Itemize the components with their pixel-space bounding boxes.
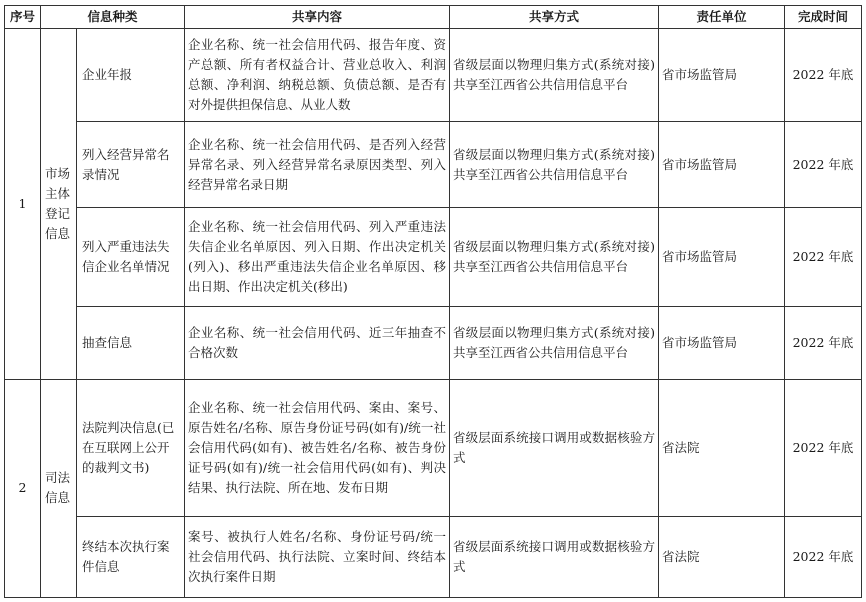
row-unit: 省法院 xyxy=(659,516,785,597)
row-method: 省级层面以物理归集方式(系统对接)共享至江西省公共信用信息平台 xyxy=(450,207,659,307)
header-no: 序号 xyxy=(5,6,41,29)
row-unit: 省市场监管局 xyxy=(659,29,785,122)
row-name: 终结本次执行案件信息 xyxy=(77,516,185,597)
row-method: 省级层面以物理归集方式(系统对接)共享至江西省公共信用信息平台 xyxy=(450,29,659,122)
row-deadline: 2022 年底 xyxy=(785,207,862,307)
row-name: 法院判决信息(已在互联网上公开的裁判文书) xyxy=(77,379,185,516)
header-method: 共享方式 xyxy=(450,6,659,29)
row-method: 省级层面以物理归集方式(系统对接)共享至江西省公共信用信息平台 xyxy=(450,122,659,207)
row-content: 企业名称、统一社会信用代码、是否列入经营异常名录、列入经营异常名录原因类型、列入经营异常名录日期 xyxy=(185,122,450,207)
header-unit: 责任单位 xyxy=(659,6,785,29)
table-row xyxy=(5,379,862,516)
row-method: 省级层面系统接口调用或数据核验方式 xyxy=(450,516,659,597)
row-method: 省级层面以物理归集方式(系统对接)共享至江西省公共信用信息平台 xyxy=(450,307,659,379)
table-row xyxy=(5,207,862,307)
row-content: 企业名称、统一社会信用代码、列入严重违法失信企业名单原因、列入日期、作出决定机关(列入)、移出严重违法失信企业名单原因、移出日期、作出决定机关(移出) xyxy=(185,207,450,307)
row-deadline: 2022 年底 xyxy=(785,122,862,207)
row-unit: 省市场监管局 xyxy=(659,207,785,307)
row-name: 企业年报 xyxy=(77,29,185,122)
row-category: 市场主体登记信息 xyxy=(41,29,77,380)
row-method: 省级层面系统接口调用或数据核验方式 xyxy=(450,379,659,516)
row-no: 1 xyxy=(5,29,41,380)
row-name: 列入严重违法失信企业名单情况 xyxy=(77,207,185,307)
table-row xyxy=(5,29,862,122)
row-unit: 省法院 xyxy=(659,379,785,516)
table-row xyxy=(5,516,862,597)
info-sharing-table xyxy=(4,5,862,598)
row-deadline: 2022 年底 xyxy=(785,379,862,516)
row-content: 企业名称、统一社会信用代码、报告年度、资产总额、所有者权益合计、营业总收入、利润总额、净利润、纳税总额、负债总额、是否有对外提供担保信息、从业人数 xyxy=(185,29,450,122)
row-deadline: 2022 年底 xyxy=(785,29,862,122)
row-unit: 省市场监管局 xyxy=(659,122,785,207)
row-content: 企业名称、统一社会信用代码、案由、案号、原告姓名/名称、原告身份证号码(如有)/统一社会信用代码(如有)、被告姓名/名称、被告身份证号码(如有)/统一社会信用代码(如有)、判决结果、执行法院、所在地、发布日期 xyxy=(185,379,450,516)
row-unit: 省市场监管局 xyxy=(659,307,785,379)
row-category: 司法信息 xyxy=(41,379,77,597)
row-deadline: 2022 年底 xyxy=(785,307,862,379)
table-row xyxy=(5,122,862,207)
row-content: 企业名称、统一社会信用代码、近三年抽查不合格次数 xyxy=(185,307,450,379)
row-no: 2 xyxy=(5,379,41,597)
row-name: 抽查信息 xyxy=(77,307,185,379)
header-row xyxy=(5,6,862,29)
row-deadline: 2022 年底 xyxy=(785,516,862,597)
header-content: 共享内容 xyxy=(185,6,450,29)
header-deadline: 完成时间 xyxy=(785,6,862,29)
header-type: 信息种类 xyxy=(41,6,185,29)
row-name: 列入经营异常名录情况 xyxy=(77,122,185,207)
row-content: 案号、被执行人姓名/名称、身份证号码/统一社会信用代码、执行法院、立案时间、终结本次执行案件日期 xyxy=(185,516,450,597)
table-row xyxy=(5,307,862,379)
